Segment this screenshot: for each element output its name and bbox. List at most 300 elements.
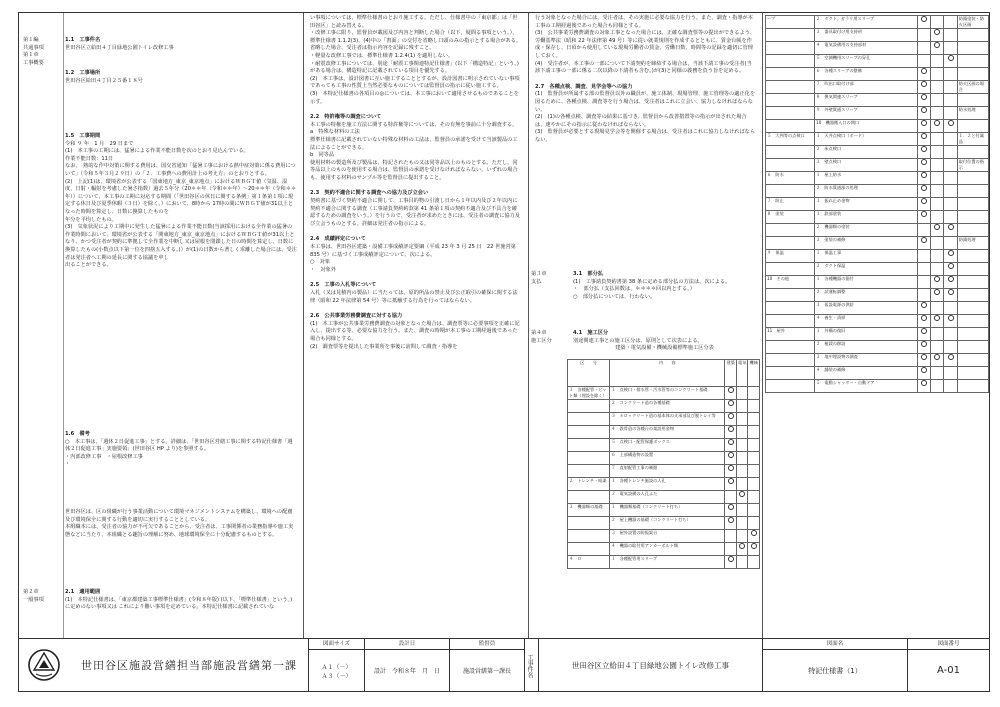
mark-cell: [736, 426, 748, 439]
mark-cell: [748, 491, 760, 504]
circle-mark-icon: [728, 556, 734, 562]
table-row: [766, 107, 989, 120]
mark-cell: [748, 478, 760, 491]
table-row: [766, 120, 989, 133]
table-header: 区 分: [568, 360, 610, 387]
table-row: [766, 198, 989, 211]
table-row: [766, 55, 989, 68]
circle-mark-icon: [921, 94, 927, 100]
side-text: 施工区分: [531, 337, 552, 344]
circle-mark-icon: [739, 543, 745, 549]
size-value: Ａ１（－）: [321, 663, 352, 671]
table-row: [766, 172, 989, 185]
item-cell: ２ 植栽の移設: [815, 341, 918, 354]
paragraph: (3) 公共事業労務費調査の対象工事となった場合には、正確な調査票等の提出ができるよう、労働基準法（昭和 22 年法律第 49 号）等に従い就業規則を作成するとともに、賃金台帳を作成・保存し、日頃から使用している現場労働者の賃金、労働日数、時間等の記録を適切に管理しておく。: [535, 30, 756, 59]
item-cell: 10 機器搬入口の開口: [815, 120, 918, 133]
table-row: [766, 380, 989, 393]
category-cell: ９ 保温: [766, 250, 815, 263]
mark-cell: [944, 42, 957, 55]
mark-cell: [725, 413, 737, 426]
chapter-heading-1: [23, 37, 63, 67]
column-2-text: [310, 15, 522, 351]
item-cell: ３ 仮設電源の供給: [815, 302, 918, 315]
drawing-number: A-01: [937, 665, 960, 676]
note-cell: 取付位置の指示: [957, 159, 988, 172]
mark-cell: [917, 172, 930, 185]
note-cell: [957, 185, 988, 198]
circle-mark-icon: [948, 263, 954, 269]
category-cell: [568, 530, 610, 543]
category-cell: ５ 大判等の点検口: [766, 133, 815, 146]
category-cell: [766, 185, 815, 198]
mark-cell: [944, 55, 957, 68]
section-title: 1.5 工事期間: [65, 133, 101, 139]
category-cell: ４ ロ: [568, 556, 610, 569]
mark-cell: [931, 224, 944, 237]
circle-mark-icon: [728, 478, 734, 484]
drawing-title-cell: [763, 639, 908, 692]
mark-cell: [944, 315, 957, 328]
mark-cell: [917, 263, 930, 276]
category-cell: [766, 367, 815, 380]
mark-cell: [931, 315, 944, 328]
supervisor-value: 施設営繕第一課長: [462, 668, 511, 675]
paragraph: ・耐震改修工事については、別途「耐震工事関連特記仕様書」(以下「構造特記」という。) がある場合は、構造特記に記載されている項目を優先する。: [310, 60, 519, 75]
circle-mark-icon: [921, 68, 927, 74]
category-cell: [766, 354, 815, 367]
circle-mark-icon: [921, 107, 927, 113]
item-cell: １ 機器類基礎（コンクリート打ち）: [610, 504, 725, 517]
note-cell: [957, 55, 988, 68]
circle-mark-icon: [948, 224, 954, 230]
paragraph: 出ることができる。: [65, 262, 112, 269]
note-cell: [957, 68, 988, 81]
mark-cell: [944, 172, 957, 185]
mark-cell: [917, 133, 930, 146]
mark-cell: [917, 328, 930, 341]
mark-cell: [931, 341, 944, 354]
circle-mark-icon: [921, 315, 927, 321]
category-cell: [766, 146, 815, 159]
paragraph: 本工事の特権を施工方法に関する特許権等については、その有無を事前に十分調査する。: [310, 121, 518, 128]
mark-cell: [917, 94, 930, 107]
circle-mark-icon: [751, 543, 757, 549]
note-cell: [957, 263, 988, 276]
mark-cell: [917, 354, 930, 367]
mark-cell: [931, 250, 944, 263]
division-table: [765, 15, 989, 393]
category-cell: [766, 159, 815, 172]
category-cell: [766, 81, 815, 94]
note-cell: 防錆処理: [957, 237, 988, 250]
category-cell: 10 その他: [766, 276, 815, 289]
paragraph: (1) 本工事の工期には、猛暑による作業不能日数を次のとおり見込んでいる。: [65, 148, 249, 155]
item-cell: ２ ダクト、ガラリ用スリーブ: [815, 16, 918, 29]
circle-mark-icon: [948, 120, 954, 126]
table-row: [766, 224, 989, 237]
mark-cell: [944, 159, 957, 172]
paragraph: 年分を平均したもの。: [65, 216, 117, 223]
table-row: [568, 439, 760, 452]
category-cell: [568, 400, 610, 413]
item-cell: ６ 各種スリーブの整備: [815, 68, 918, 81]
mark-cell: [931, 367, 944, 380]
chapter-heading-4: [531, 330, 571, 345]
circle-mark-icon: [921, 211, 927, 217]
note-cell: [957, 250, 988, 263]
section-title: 2.4 成績評定について: [310, 236, 366, 243]
table-row: [568, 543, 760, 556]
mark-cell: [736, 387, 748, 400]
mark-cell: [736, 439, 748, 452]
circle-mark-icon: [921, 146, 927, 152]
mark-cell: [931, 380, 944, 393]
paragraph: (1) 工事請負契約書第 38 条に定める部分払の方法は、次による。: [573, 278, 731, 285]
section-4-1: [573, 330, 756, 353]
paragraph: (2) 調査票等を提出した事業所を事後に訪問して調査・指導を: [310, 343, 458, 350]
table-row: [568, 517, 760, 530]
table-header-row: [568, 360, 760, 387]
drawing-size-cell: [309, 639, 365, 692]
section-title: 1.6 備考: [65, 431, 90, 437]
chapter-heading-2: [23, 589, 63, 604]
circle-mark-icon: [751, 530, 757, 536]
mark-cell: [944, 185, 957, 198]
mark-cell: [736, 543, 748, 556]
side-text: 支払: [531, 278, 542, 285]
mark-cell: [748, 400, 760, 413]
mark-cell: [725, 491, 737, 504]
item-cell: １ 各種配管用スリーブ: [610, 556, 725, 569]
organization-name: 世田谷区施設営繕担当部施設営繕第一課: [81, 659, 297, 672]
paragraph: 作業不能日数：11日: [65, 155, 114, 162]
title-block: [19, 638, 989, 692]
circle-mark-icon: [948, 289, 954, 295]
circle-mark-icon: [934, 42, 940, 48]
cell-label: 図面名: [763, 639, 907, 650]
mark-cell: [931, 276, 944, 289]
project-name: 世田谷区立給田４丁目緑地公園トイレ改修工事: [571, 661, 730, 670]
mark-cell: [748, 452, 760, 465]
table-row: [766, 94, 989, 107]
mark-cell: [917, 68, 930, 81]
category-cell: [568, 452, 610, 465]
mark-cell: [931, 172, 944, 185]
paragraph: 標準仕様書に記載されていない特殊な材料の工法は、監督員の承諾を受けて当該製品の工法によることができる。: [310, 136, 518, 151]
table-row: [568, 478, 760, 491]
mark-cell: [944, 380, 957, 393]
note-cell: [957, 211, 988, 224]
mark-cell: [917, 250, 930, 263]
column-3: [529, 13, 763, 638]
mark-cell: [944, 120, 957, 133]
mark-cell: [725, 504, 737, 517]
item-cell: １ 屋上防水: [815, 172, 918, 185]
paragraph: 入札（又は見積内の製品）に当たっては、原的所品の禁止及び公正取引の確保に関する法律（昭和 22 年法律第 54 号）等に抵触する行為を行ってはならない。: [310, 290, 518, 304]
mark-cell: [917, 315, 930, 328]
mark-cell: [931, 94, 944, 107]
mark-cell: [917, 16, 930, 29]
note-cell: [957, 276, 988, 289]
mark-cell: [931, 211, 944, 224]
mark-cell: [917, 81, 930, 94]
side-text: 第３章: [531, 271, 547, 277]
item-cell: １ 各種トレンチ施設の人孔: [610, 478, 725, 491]
item-cell: ２ 屋上機器の基礎（コンクリート打ち）: [610, 517, 725, 530]
item-cell: ８ 換気関連スリーブ: [815, 94, 918, 107]
circle-mark-icon: [921, 380, 927, 386]
paragraph: ・内部改修工事 ・屋根改修工事: [65, 453, 143, 460]
side-text: 第２章: [23, 589, 39, 595]
note-cell: [957, 354, 988, 367]
paragraph: 世田谷区は、区の組織が行う事業活動について環境マネジメントシステムを構築し、環境への配慮及び環境保全に関する行動を適切に実行することとしている。: [65, 508, 293, 523]
mark-cell: [944, 341, 957, 354]
mark-cell: [736, 504, 748, 517]
mark-cell: [944, 146, 957, 159]
item-cell: ３ 器具取付け用支持材: [815, 29, 918, 42]
paragraph: ・改修工事に限り、監督員が載図及び内容と判断した場合（以下、疑問る事項という。）、標準仕様書 1.1.2(3)、(4)中の「書面」の交付を省略し口頭のみの指示とする場合がある。省略した場合、受注者は指示内容を記録に残すこと。: [310, 30, 522, 52]
note-cell: [957, 42, 988, 55]
mark-cell: [736, 452, 748, 465]
category-cell: 11 屋外: [766, 328, 815, 341]
mark-cell: [736, 491, 748, 504]
table-row: [568, 465, 760, 478]
item-cell: ４ 機器の取付用アンカーボルト類: [610, 543, 725, 556]
table-row: [766, 315, 989, 328]
circle-mark-icon: [948, 315, 954, 321]
table-row: [568, 491, 760, 504]
item-cell: ３ 屋外設置の防振架台: [610, 530, 725, 543]
circle-mark-icon: [921, 367, 927, 373]
mark-cell: [944, 276, 957, 289]
category-cell: [568, 426, 610, 439]
circle-mark-icon: [921, 16, 927, 22]
division-table-part-1: [567, 359, 760, 569]
ward-emblem-icon: [27, 648, 61, 682]
circle-mark-icon: [934, 224, 940, 230]
project-name-cell: [539, 639, 763, 692]
note-cell: [957, 146, 988, 159]
cell-label: 工事件名: [526, 653, 533, 678]
category-cell: [766, 68, 815, 81]
category-cell: ２ トレンチ・暗渠: [568, 478, 610, 491]
paragraph: (2) 上記(1)は、環境省が公表する「国東地方_東京_東京地点」におけるＷＢＧＴ値（気温、湿度、日射・輻射を考慮した暑さ指数）過去５年分（20＊＊年（令和＊＊年）～20＊＊年（令和＊＊年））について、本工事の工期に対応する期間（「世田谷区の休日に関する条例」第１条第１項に規定する休日及び夏季休暇（３日）を除く。）において、8時から 17時の間にＷＢＧＴ値が31以上となった時間を算定し、日数に換算したものを: [65, 178, 297, 215]
mark-cell: [748, 426, 760, 439]
note-cell: 防水処理: [957, 107, 988, 120]
item-cell: ３ 塗装の補修: [815, 237, 918, 250]
circle-mark-icon: [921, 172, 927, 178]
design-date-value: 設計 令和８年 月 日: [373, 668, 440, 675]
mark-cell: [725, 426, 737, 439]
mark-cell: [931, 55, 944, 68]
item-cell: ４ 舗装の補修: [815, 367, 918, 380]
note-cell: １．２と付属品: [957, 133, 988, 146]
mark-cell: [748, 517, 760, 530]
mark-cell: [931, 354, 944, 367]
circle-mark-icon: [934, 315, 940, 321]
item-cell: ７ 直射配管工事の制限: [610, 465, 725, 478]
mark-cell: [917, 211, 930, 224]
mark-cell: [944, 107, 957, 120]
mark-cell: [748, 504, 760, 517]
category-cell: [766, 120, 815, 133]
section-title: 2.2 特許権等の調査について: [310, 114, 382, 121]
category-cell: ープ: [766, 16, 815, 29]
item-cell: ４ 養生・清掃: [815, 315, 918, 328]
paragraph: (2) (1)の各種点検、調査等の結果に基づき、監督員から改善措置等の指示が出された場合は、速やかにその指示に従わなければならない。: [535, 114, 747, 128]
table-row: [568, 387, 760, 400]
project-label-cell: [525, 639, 539, 692]
circle-mark-icon: [728, 400, 734, 406]
mark-cell: [748, 543, 760, 556]
item-cell: １ 点検口・排水管・汚水管等のコンクリート基礎: [610, 387, 725, 400]
category-cell: [766, 237, 815, 250]
mark-cell: [917, 237, 930, 250]
item-cell: ２ コンクリート造の各種基礎: [610, 400, 725, 413]
mark-cell: [917, 146, 930, 159]
division-table-part-2: [765, 15, 989, 393]
mark-cell: [917, 380, 930, 393]
circle-mark-icon: [728, 413, 734, 419]
table-row: [766, 367, 989, 380]
circle-mark-icon: [934, 276, 940, 282]
circle-mark-icon: [921, 133, 927, 139]
mark-cell: [748, 556, 760, 569]
mark-cell: [931, 120, 944, 133]
paragraph: 契約書に基づく契約不適合に関して、工事目的物の引渡し日から１年以内及び２年以内に契約不適合に関する調査（工事請負契約約款第 41 条第１項の契約不適合及び不具合を確認するための調査をいう。）を行うので、受注者が求めたときには、受注者の調査に協力及び立会うものとする。詳細は発注者の指示による。: [310, 198, 520, 227]
section-title: 1.2 工事場所: [65, 70, 101, 76]
circle-mark-icon: [739, 491, 745, 497]
circle-mark-icon: [921, 185, 927, 191]
note-cell: [957, 341, 988, 354]
mark-cell: [944, 81, 957, 94]
mark-cell: [931, 133, 944, 146]
paragraph: (2) 本工事は、設計図書に互い施工することとするが、設計図書に明示されていない事項であっても工事の性質上当然必要なものについては監督員の指示に従い施工する。: [310, 75, 520, 90]
category-cell: ８ 塗装: [766, 211, 815, 224]
mark-cell: [917, 276, 930, 289]
note-cell: [957, 29, 988, 42]
table-row: [766, 250, 989, 263]
mark-cell: [944, 133, 957, 146]
note-cell: [957, 94, 988, 107]
item-cell: ２ ダクト保温: [815, 263, 918, 276]
mark-cell: [748, 413, 760, 426]
circle-mark-icon: [728, 439, 734, 445]
section-title: 2.5 工事の入札等について: [310, 282, 377, 289]
mark-cell: [931, 302, 944, 315]
note-cell: 防錆塗装・防火区画: [957, 16, 988, 29]
mark-cell: [748, 387, 760, 400]
category-cell: [568, 465, 610, 478]
paragraph: ○ 部分払については、行わない。: [573, 293, 656, 300]
section-title: 2.6 公共事業労務費調査に対する協力: [310, 313, 403, 320]
column-2: [304, 13, 529, 638]
section-body: 世田谷区給田４丁目２５番１８号: [65, 77, 143, 84]
category-cell: ６ 防水: [766, 172, 815, 185]
paragraph: (3) 気象状況により工期中に発生した猛暑による作業不能日数(当該採用における全作業の猛暑の作業時間において、環境省が公表する「関東地方_東京_東京地点」におけるＷＢＧＴ値が31以上となり、かつ受注者が契約に準拠して全作業を中断し又は屋根を閉鎖した日の時間を算定し、日数に換算したもの(小数点以下第一位を四捨五入する。)）が(1)の日数から著しく乖離した場合には、受注者は発注者へ工期の延長に関する協議を申し: [65, 224, 297, 261]
note-cell: [957, 172, 988, 185]
table-row: [766, 237, 989, 250]
mark-cell: [944, 198, 957, 211]
division-table: [567, 359, 760, 569]
note-cell: 防火区画の場合: [957, 81, 988, 94]
circle-mark-icon: [728, 426, 734, 432]
paragraph: b 同等品: [310, 152, 335, 159]
item-cell: ２ 試運転調整: [815, 289, 918, 302]
item-cell: １ 天井点検口（ボード）: [815, 133, 918, 146]
section-title: 1.1 工事件名: [65, 37, 101, 43]
mark-cell: [748, 530, 760, 543]
category-cell: ７ 防止: [766, 198, 815, 211]
table-row: [568, 556, 760, 569]
circle-mark-icon: [948, 354, 954, 360]
mark-cell: [725, 452, 737, 465]
item-cell: ３ 壁点検口: [815, 159, 918, 172]
mark-cell: [931, 68, 944, 81]
mark-cell: [917, 42, 930, 55]
item-cell: １ 鉄部塗装: [815, 211, 918, 224]
mark-cell: [944, 289, 957, 302]
mark-cell: [736, 478, 748, 491]
circle-mark-icon: [921, 237, 927, 243]
paragraph: (3) 本特記仕様書の各項目の◎については、本工事において適用させるものであることを示す。: [310, 90, 519, 105]
table-row: [568, 400, 760, 413]
mark-cell: [931, 198, 944, 211]
item-cell: １ 振れ止め金物: [815, 198, 918, 211]
side-text: 共通事項: [23, 44, 44, 51]
mark-cell: [736, 400, 748, 413]
mark-cell: [931, 289, 944, 302]
mark-cell: [944, 211, 957, 224]
mark-cell: [725, 465, 737, 478]
mark-cell: [917, 198, 930, 211]
category-cell: [568, 491, 610, 504]
circle-mark-icon: [934, 289, 940, 295]
table-row: [568, 426, 760, 439]
side-text: 一般事項: [23, 596, 44, 603]
column-1: [19, 13, 304, 638]
table-row: [568, 530, 760, 543]
paragraph: 使用材料の製造所及び製品は、特記されたもの又は同等品以上のものとする。ただし、同等品以上のものを使用する場合は、監督員の承諾を受けなければならない。いずれの場合も、使用する材料のサンプル等を監督員に提出すること。: [310, 159, 518, 181]
supervisor-cell: [450, 639, 525, 692]
mark-cell: [931, 146, 944, 159]
mark-cell: [931, 107, 944, 120]
circle-mark-icon: [921, 159, 927, 165]
table-row: [766, 42, 989, 55]
category-cell: [766, 224, 815, 237]
table-row: [766, 68, 989, 81]
item-cell: ２ 防水貫通部の処理: [815, 185, 918, 198]
mark-cell: [748, 465, 760, 478]
drawing-sheet: [18, 12, 990, 692]
note-cell: [957, 380, 988, 393]
category-cell: [766, 289, 815, 302]
chapter-heading-3: [531, 271, 571, 286]
circle-mark-icon: [921, 328, 927, 334]
table-row: [766, 263, 989, 276]
mark-cell: [944, 237, 957, 250]
mark-cell: [736, 517, 748, 530]
circle-mark-icon: [921, 354, 927, 360]
mark-cell: [931, 81, 944, 94]
mark-cell: [931, 159, 944, 172]
section-title: 2.1 適用範囲: [65, 589, 101, 595]
circle-mark-icon: [728, 387, 734, 393]
table-row: [568, 452, 760, 465]
circle-mark-icon: [728, 504, 734, 510]
table-row: [766, 29, 989, 42]
item-cell: １ 保温工事: [815, 250, 918, 263]
